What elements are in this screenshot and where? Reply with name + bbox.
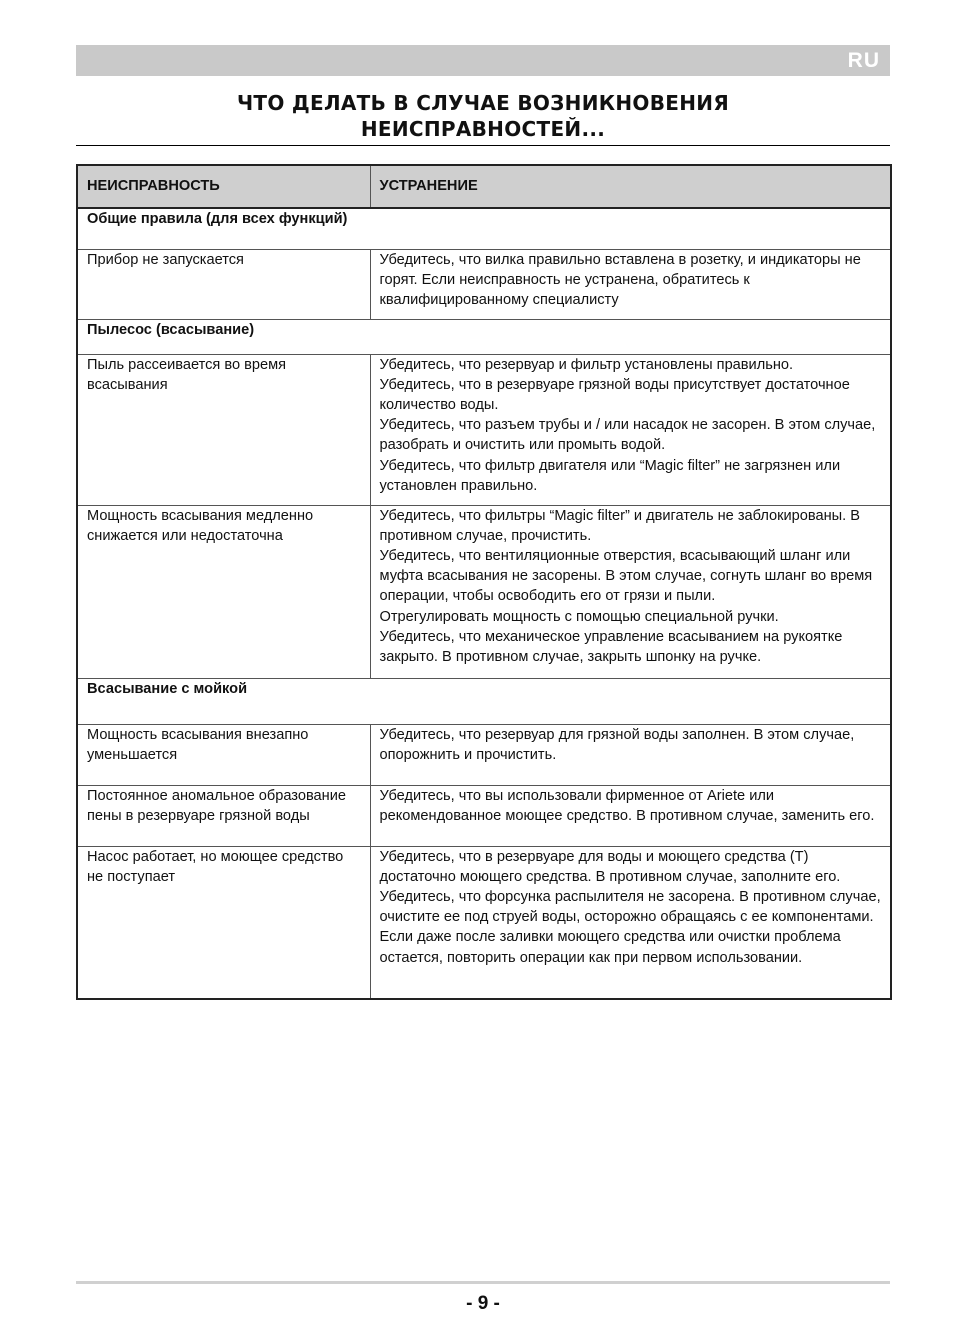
- section-title: Общие правила (для всех функций): [77, 208, 891, 249]
- fix-line: Убедитесь, что разъем трубы и / или насадок не засорен. В этом случае, разобрать и очистить или промыть водой.: [379, 417, 876, 454]
- language-code: RU: [847, 49, 880, 72]
- fault-cell: Мощность всасывания внезапно уменьшается: [77, 724, 370, 785]
- fix-line: Убедитесь, что фильтры “Magic filter” и двигатель не заблокированы. В противном случае, прочистить.: [379, 507, 861, 544]
- table-row: [77, 785, 891, 846]
- fix-line: Убедитесь, что в резервуаре грязной воды присутствует достаточное количество воды.: [379, 376, 850, 413]
- table-row: [77, 354, 891, 505]
- column-header-fault: НЕИСПРАВНОСТЬ: [77, 165, 370, 208]
- fix-cell: [370, 846, 891, 999]
- fix-line: Отрегулировать мощность с помощью специальной ручки.: [379, 608, 779, 625]
- fix-line: Если даже после заливки моющего средства или очистки проблема остается, повторить операции как при первом использовании.: [379, 929, 841, 966]
- fault-cell: Мощность всасывания медленно снижается или недостаточна: [77, 505, 370, 678]
- section-title: Всасывание с мойкой: [77, 678, 891, 724]
- table-header-row: [77, 165, 891, 208]
- fix-cell: [370, 505, 891, 678]
- fix-line: Убедитесь, что резервуар и фильтр установлены правильно.: [379, 356, 794, 373]
- title-divider: [76, 145, 890, 146]
- page-number: - 9 -: [466, 1293, 500, 1314]
- page-title-line-2: НЕИСПРАВНОСТЕЙ...: [360, 117, 606, 141]
- fix-cell: Убедитесь, что вы использовали фирменное от Ariete или рекомендованное моющее средство. В противном случае, заменить его.: [370, 785, 891, 846]
- fix-line: Убедитесь, что фильтр двигателя или “Magic filter” не загрязнен или установлен правильно.: [379, 457, 841, 494]
- fix-cell: Убедитесь, что резервуар для грязной воды заполнен. В этом случае, опорожнить и прочистить.: [370, 724, 891, 785]
- troubleshooting-table: [76, 164, 892, 1000]
- page-title: [76, 90, 890, 142]
- table-row: [77, 846, 891, 999]
- page-title-line-1: ЧТО ДЕЛАТЬ В СЛУЧАЕ ВОЗНИКНОВЕНИЯ: [236, 91, 730, 115]
- section-row: [77, 208, 891, 249]
- fix-line: Убедитесь, что вентиляционные отверстия, всасывающий шланг или муфта всасывания не засорены. В этом случае, согнуть шланг во время операции, чтобы освободить его от грязи и пыли.: [379, 547, 873, 605]
- fix-line: Убедитесь, что в резервуаре для воды и моющего средства (T) достаточно моющего средства. В противном случае, заполните его.: [379, 848, 841, 885]
- table-row: [77, 249, 891, 319]
- section-title: Пылесос (всасывание): [77, 319, 891, 354]
- fix-line: Убедитесь, что форсунка распылителя не засорена. В противном случае, очистите ее под струей воды, осторожно обращаясь с ее компонентами.: [379, 888, 881, 926]
- column-header-fix: УСТРАНЕНИЕ: [370, 165, 891, 208]
- section-row: [77, 319, 891, 354]
- table-row: [77, 724, 891, 785]
- fault-cell: Пыль рассеивается во время всасывания: [77, 354, 370, 505]
- table-row: [77, 505, 891, 678]
- fix-cell: Убедитесь, что вилка правильно вставлена в розетку, и индикаторы не горят. Если неисправность не устранена, обратитесь к квалифицированному специалисту: [370, 249, 891, 319]
- fault-cell: Насос работает, но моющее средство не поступает: [77, 846, 370, 999]
- language-bar: [76, 45, 890, 76]
- section-row: [77, 678, 891, 724]
- fix-line: Убедитесь, что механическое управление всасыванием на рукоятке закрыто. В противном случае, закрыть шпонку на ручке.: [379, 628, 843, 665]
- fault-cell: Прибор не запускается: [77, 249, 370, 319]
- fix-cell: [370, 354, 891, 505]
- fault-cell: Постоянное аномальное образование пены в резервуаре грязной воды: [77, 785, 370, 846]
- footer-divider: [76, 1281, 890, 1284]
